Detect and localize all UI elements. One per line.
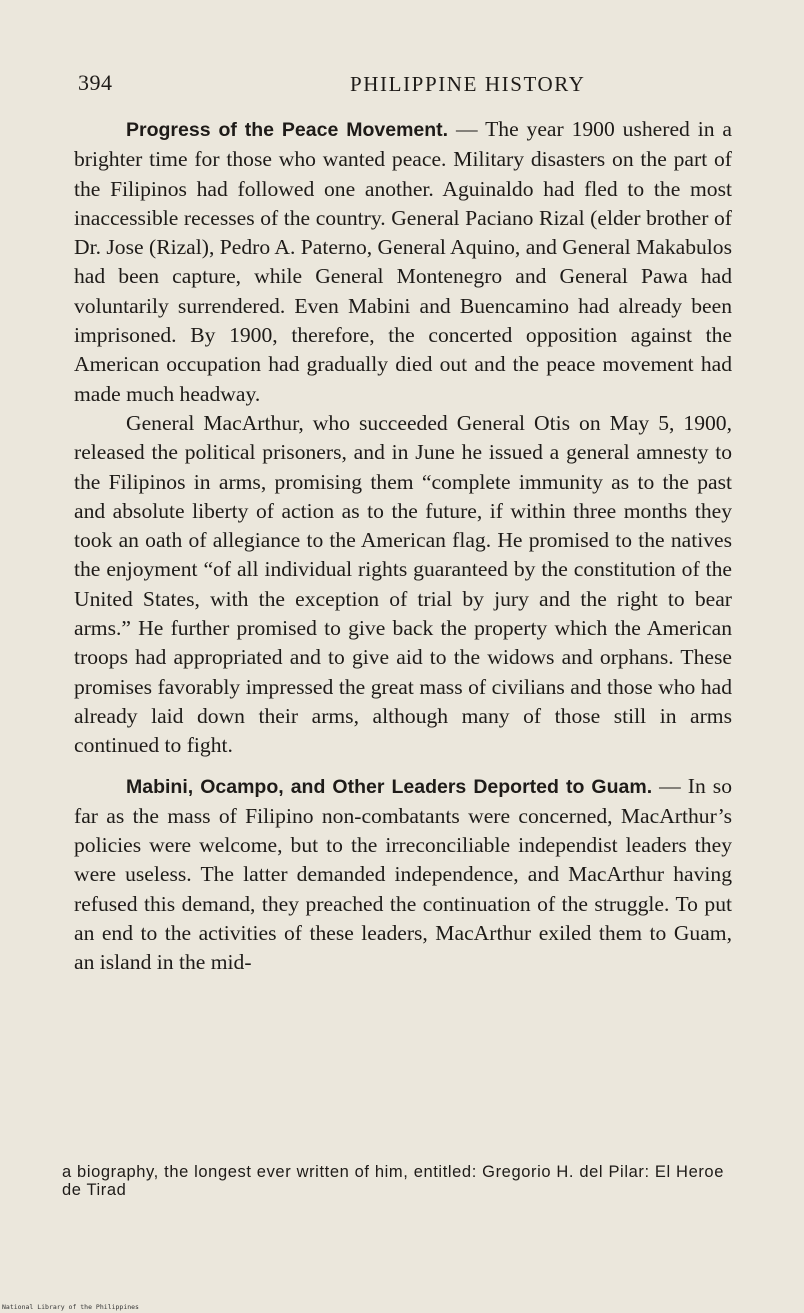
paragraph-text: In so far as the mass of Filipino non-combatants were concerned, MacArthur’s policies were welcome, but to the irreconciliable independist leaders they were useless. The latter demanded independence, and MacArthur having refused this demand, they preached the continuation of the struggle. To put an end to the activities of these leaders, MacArthur exiled them to Guam, an island in the mid-	[74, 773, 733, 975]
section-heading-leaders-deported: Mabini, Ocampo, and Other Leaders Deported to Guam.	[126, 775, 653, 798]
heading-dash: —	[652, 773, 688, 798]
body-text	[74, 115, 732, 978]
paragraph-text: General MacArthur, who succeeded General Otis on May 5, 1900, released the political prisoners, and in June he issued a general amnesty to the Filipinos in arms, promising them “complete immunity as to the past and absolute liberty of action as to the future, if within three months they took an oath of allegiance to the American flag. He promised to the natives the enjoyment “of all individual rights guaranteed by the constitution of the United States, with the exception of trial by jury and the right to bear arms.” He further promised to give back the property which the American troops had appropriated and to give aid to the widows and orphans. These promises favorably impressed the great mass of civilians and those who had already laid down their arms, although many of those still in arms continued to fight.	[74, 410, 732, 758]
heading-dash: —	[448, 117, 486, 141]
section-2-paragraph-1	[74, 772, 732, 978]
library-credit: National Library of the Philippines	[2, 1303, 139, 1311]
paragraph-text: The year 1900 ushered in a brighter time for those who wanted peace. Military disasters on the part of the Filipinos had followed one another. Aguinaldo had fled to the most inaccessible recesses of the country. General Paciano Rizal (elder brother of Dr. Jose (Rizal), Pedro A. Paterno, General Aquino, and General Makabulos had been capture, while General Montenegro and General Pawa had voluntarily surrendered. Even Mabini and Buencamino had already been imprisoned. By 1900, therefore, the concerted opposition against the American occupation had gradually died out and the peace movement had made much headway.	[74, 117, 732, 406]
running-title: PHILIPPINE HISTORY	[350, 72, 586, 96]
footnote: a biography, the longest ever written of him, entitled: Gregorio H. del Pilar: El Heroe de Tirad	[62, 1163, 724, 1199]
page-number: 394	[78, 70, 113, 95]
section-heading-peace-movement: Progress of the Peace Movement.	[126, 119, 449, 141]
section-1-paragraph-1	[74, 115, 732, 409]
section-1-paragraph-2	[74, 409, 732, 761]
running-head	[72, 70, 732, 100]
